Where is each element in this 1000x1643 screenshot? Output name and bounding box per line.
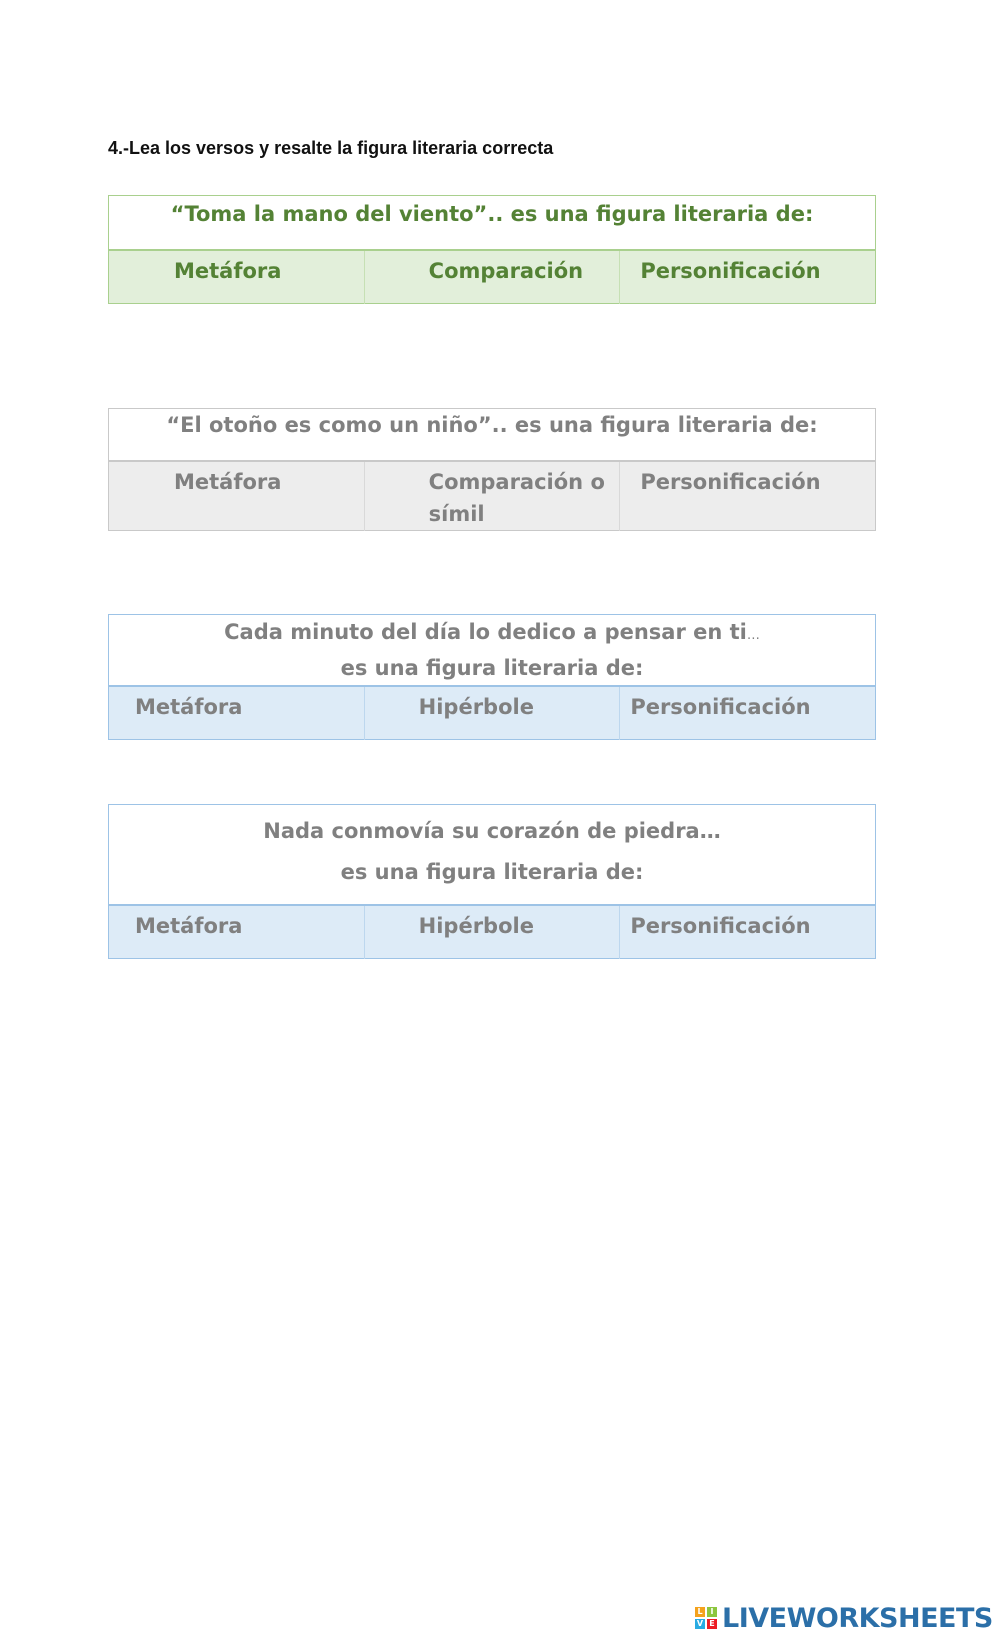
option-personificacion[interactable]: Personificación	[620, 250, 876, 304]
option-metafora[interactable]: Metáfora	[109, 905, 365, 959]
question-prompt-3-line2: es una figura literaria de:	[340, 656, 644, 680]
logo-letter-l: L	[695, 1607, 705, 1617]
question-prompt-4-line2: es una figura literaria de:	[340, 860, 644, 884]
question-prompt-1: “Toma la mano del viento”.. es una figura literaria de:	[109, 196, 876, 251]
option-comparacion-simil[interactable]: Comparación o símil	[364, 461, 620, 531]
question-table-2	[108, 408, 876, 531]
question-prompt-3-ellipsis: …	[746, 628, 760, 643]
option-personificacion[interactable]: Personificación	[620, 905, 876, 959]
question-prompt-3	[109, 615, 876, 687]
question-table-1	[108, 195, 876, 304]
question-prompt-2: “El otoño es como un niño”.. es una figura literaria de:	[109, 409, 876, 462]
logo-letter-i: I	[707, 1607, 717, 1617]
logo-letter-v: V	[696, 1619, 704, 1628]
option-metafora[interactable]: Metáfora	[109, 461, 365, 531]
instruction-text: 4.-Lea los versos y resalte la figura literaria correcta	[108, 138, 554, 158]
question-table-4	[108, 804, 876, 959]
liveworksheets-logo	[695, 1602, 993, 1634]
question-prompt-4	[109, 805, 876, 906]
liveworksheets-logo-text: LIVEWORKSHEETS	[722, 1602, 993, 1634]
option-comparacion[interactable]: Comparación	[364, 250, 620, 304]
question-prompt-4-line1: Nada conmovía su corazón de piedra…	[263, 819, 721, 843]
option-hiperbole[interactable]: Hipérbole	[364, 686, 620, 740]
option-hiperbole[interactable]: Hipérbole	[364, 905, 620, 959]
option-personificacion[interactable]: Personificación	[620, 461, 876, 531]
question-prompt-3-line1: Cada minuto del día lo dedico a pensar en ti	[224, 620, 747, 644]
liveworksheets-logo-icon	[695, 1607, 717, 1629]
option-metafora[interactable]: Metáfora	[109, 686, 365, 740]
option-metafora[interactable]: Metáfora	[109, 250, 365, 304]
option-personificacion[interactable]: Personificación	[620, 686, 876, 740]
logo-letter-e: E	[707, 1619, 717, 1629]
question-table-3	[108, 614, 876, 740]
